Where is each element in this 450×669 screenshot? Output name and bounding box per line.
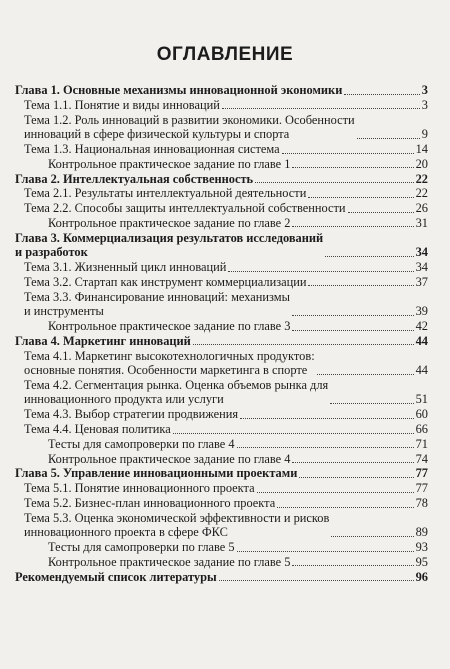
- toc-entry-label: Контрольное практическое задание по главе 4: [48, 451, 291, 466]
- toc-entry-label: Контрольное практическое задание по главе 2: [48, 215, 291, 230]
- toc-topic-entry: [15, 349, 428, 378]
- dot-leader: [282, 153, 414, 154]
- toc-topic-entry: [15, 496, 428, 511]
- toc-topic-entry: [15, 260, 428, 275]
- dot-leader: [292, 315, 414, 316]
- toc-topic-entry: [15, 378, 428, 407]
- toc-entry-label: Тема 1.1. Понятие и виды инноваций: [24, 97, 220, 112]
- toc-entry-label: Глава 5. Управление инновационными проектами: [15, 466, 298, 481]
- toc-page-number: 3: [421, 97, 428, 112]
- toc-topic-entry: [15, 290, 428, 319]
- toc-chapter-entry: [15, 172, 428, 187]
- toc-topic-entry: [15, 201, 428, 216]
- toc-page-number: 44: [415, 363, 428, 378]
- toc-page-number: 78: [415, 495, 428, 510]
- toc-entry-label: Тема 3.1. Жизненный цикл инноваций: [24, 260, 227, 274]
- toc-page-number: 34: [415, 245, 428, 260]
- toc-entry-label: Тема 5.3. Оценка экономической эффективности и рисков инновационного проекта в сфере ФКС: [24, 510, 330, 540]
- toc-page-number: 71: [415, 436, 428, 451]
- toc-entry-label: Тема 4.3. Выбор стратегии продвижения: [24, 407, 239, 422]
- dot-leader: [317, 374, 414, 375]
- toc-entry-label: Контрольное практическое задание по главе 5: [48, 554, 291, 569]
- dot-leader: [348, 212, 414, 213]
- dot-leader: [228, 271, 413, 272]
- toc-entry-label: Тема 1.2. Роль инноваций в развитии экономики. Особенности инноваций в сфере физической культуры и спорта: [24, 112, 355, 142]
- toc-topic-entry: [15, 407, 428, 422]
- toc-entry-label: Тема 4.2. Сегментация рынка. Оценка объемов рынка для инновационного продукта или услуги: [24, 377, 329, 407]
- toc-topic-entry: [15, 186, 428, 201]
- toc-entry-label: Тема 4.4. Ценовая политика: [24, 422, 171, 437]
- table-of-contents: [15, 83, 428, 584]
- dot-leader: [222, 108, 420, 109]
- toc-chapter-entry: [15, 231, 428, 260]
- toc-page-number: 74: [415, 451, 428, 466]
- toc-page-number: 77: [415, 481, 428, 496]
- toc-page-number: 39: [415, 304, 428, 319]
- toc-topic-entry: [15, 422, 428, 437]
- toc-page-number: 37: [415, 274, 428, 289]
- toc-page-number: 44: [415, 333, 428, 348]
- toc-chapter-entry: [15, 83, 428, 98]
- dot-leader: [173, 433, 414, 434]
- toc-entry-label: Тема 2.2. Способы защиты интеллектуальной собственности: [24, 201, 346, 216]
- toc-entry-label: Тема 1.3. Национальная инновационная система: [24, 141, 280, 156]
- toc-page-number: 31: [415, 215, 428, 230]
- dot-leader: [219, 580, 414, 581]
- dot-leader: [292, 565, 413, 566]
- toc-page-number: 60: [415, 407, 428, 422]
- toc-entry-label: Тема 2.1. Результаты интеллектуальной деятельности: [24, 186, 307, 201]
- dot-leader: [357, 138, 420, 139]
- toc-page-number: 14: [415, 141, 428, 156]
- dot-leader: [292, 167, 413, 168]
- toc-page-number: 34: [415, 260, 428, 274]
- toc-entry-label: Глава 4. Маркетинг инноваций: [15, 333, 191, 348]
- toc-page-number: 95: [415, 554, 428, 569]
- toc-chapter-entry: [15, 466, 428, 481]
- dot-leader: [255, 182, 414, 183]
- toc-topic-entry: [15, 275, 428, 290]
- toc-chapter-entry: [15, 570, 428, 585]
- toc-entry-label: Тесты для самопроверки по главе 4: [48, 436, 235, 451]
- toc-entry-label: Тема 4.1. Маркетинг высокотехнологичных продуктов: основные понятия. Особенности маркетинга в спорте: [24, 348, 315, 378]
- dot-leader: [193, 344, 414, 345]
- toc-entry-label: Глава 3. Коммерциализация результатов исследований и разработок: [15, 230, 324, 260]
- toc-page-number: 96: [415, 569, 428, 584]
- toc-subentry: [15, 157, 428, 172]
- dot-leader: [331, 536, 413, 537]
- dot-leader: [277, 507, 413, 508]
- dot-leader: [292, 330, 413, 331]
- dot-leader: [308, 197, 413, 198]
- toc-entry-label: Контрольное практическое задание по главе 1: [48, 156, 291, 171]
- toc-chapter-entry: [15, 334, 428, 349]
- toc-page-number: 89: [415, 525, 428, 540]
- toc-page-number: 22: [415, 171, 428, 186]
- toc-entry-label: Тесты для самопроверки по главе 5: [48, 540, 235, 555]
- toc-subentry: [15, 540, 428, 555]
- toc-subentry: [15, 319, 428, 334]
- toc-entry-label: Тема 3.3. Финансирование инноваций: механизмы и инструменты: [24, 289, 290, 319]
- dot-leader: [237, 447, 414, 448]
- toc-entry-label: Тема 3.2. Стартап как инструмент коммерциализации: [24, 274, 307, 289]
- toc-topic-entry: [15, 142, 428, 157]
- toc-subentry: [15, 452, 428, 467]
- toc-entry-label: Глава 1. Основные механизмы инновационной экономики: [15, 83, 343, 97]
- toc-topic-entry: [15, 481, 428, 496]
- toc-page-number: 77: [415, 466, 428, 481]
- toc-entry-label: Тема 5.1. Понятие инновационного проекта: [24, 481, 255, 496]
- dot-leader: [325, 256, 413, 257]
- toc-subentry: [15, 555, 428, 570]
- page-title: ОГЛАВЛЕНИЕ: [156, 44, 294, 65]
- toc-page-number: 9: [421, 127, 428, 142]
- toc-page-number: 93: [415, 540, 428, 555]
- toc-page-number: 26: [415, 201, 428, 216]
- toc-topic-entry: [15, 113, 428, 142]
- dot-leader: [292, 226, 413, 227]
- dot-leader: [237, 551, 414, 552]
- dot-leader: [330, 403, 413, 404]
- dot-leader: [344, 94, 419, 95]
- toc-page-number: 42: [415, 318, 428, 333]
- toc-page-number: 22: [415, 186, 428, 201]
- dot-leader: [299, 477, 413, 478]
- toc-topic-entry: [15, 511, 428, 540]
- toc-entry-label: Контрольное практическое задание по главе 3: [48, 318, 291, 333]
- toc-subentry: [15, 216, 428, 231]
- toc-page-number: 3: [421, 83, 428, 97]
- toc-entry-label: Тема 5.2. Бизнес-план инновационного проекта: [24, 495, 276, 510]
- toc-page-number: 20: [415, 156, 428, 171]
- dot-leader: [240, 418, 413, 419]
- toc-topic-entry: [15, 98, 428, 113]
- dot-leader: [292, 462, 413, 463]
- toc-subentry: [15, 437, 428, 452]
- toc-page-number: 66: [415, 422, 428, 437]
- toc-entry-label: Рекомендуемый список литературы: [15, 569, 217, 584]
- toc-entry-label: Глава 2. Интеллектуальная собственность: [15, 171, 254, 186]
- dot-leader: [257, 492, 414, 493]
- toc-page-number: 51: [415, 392, 428, 407]
- dot-leader: [308, 285, 413, 286]
